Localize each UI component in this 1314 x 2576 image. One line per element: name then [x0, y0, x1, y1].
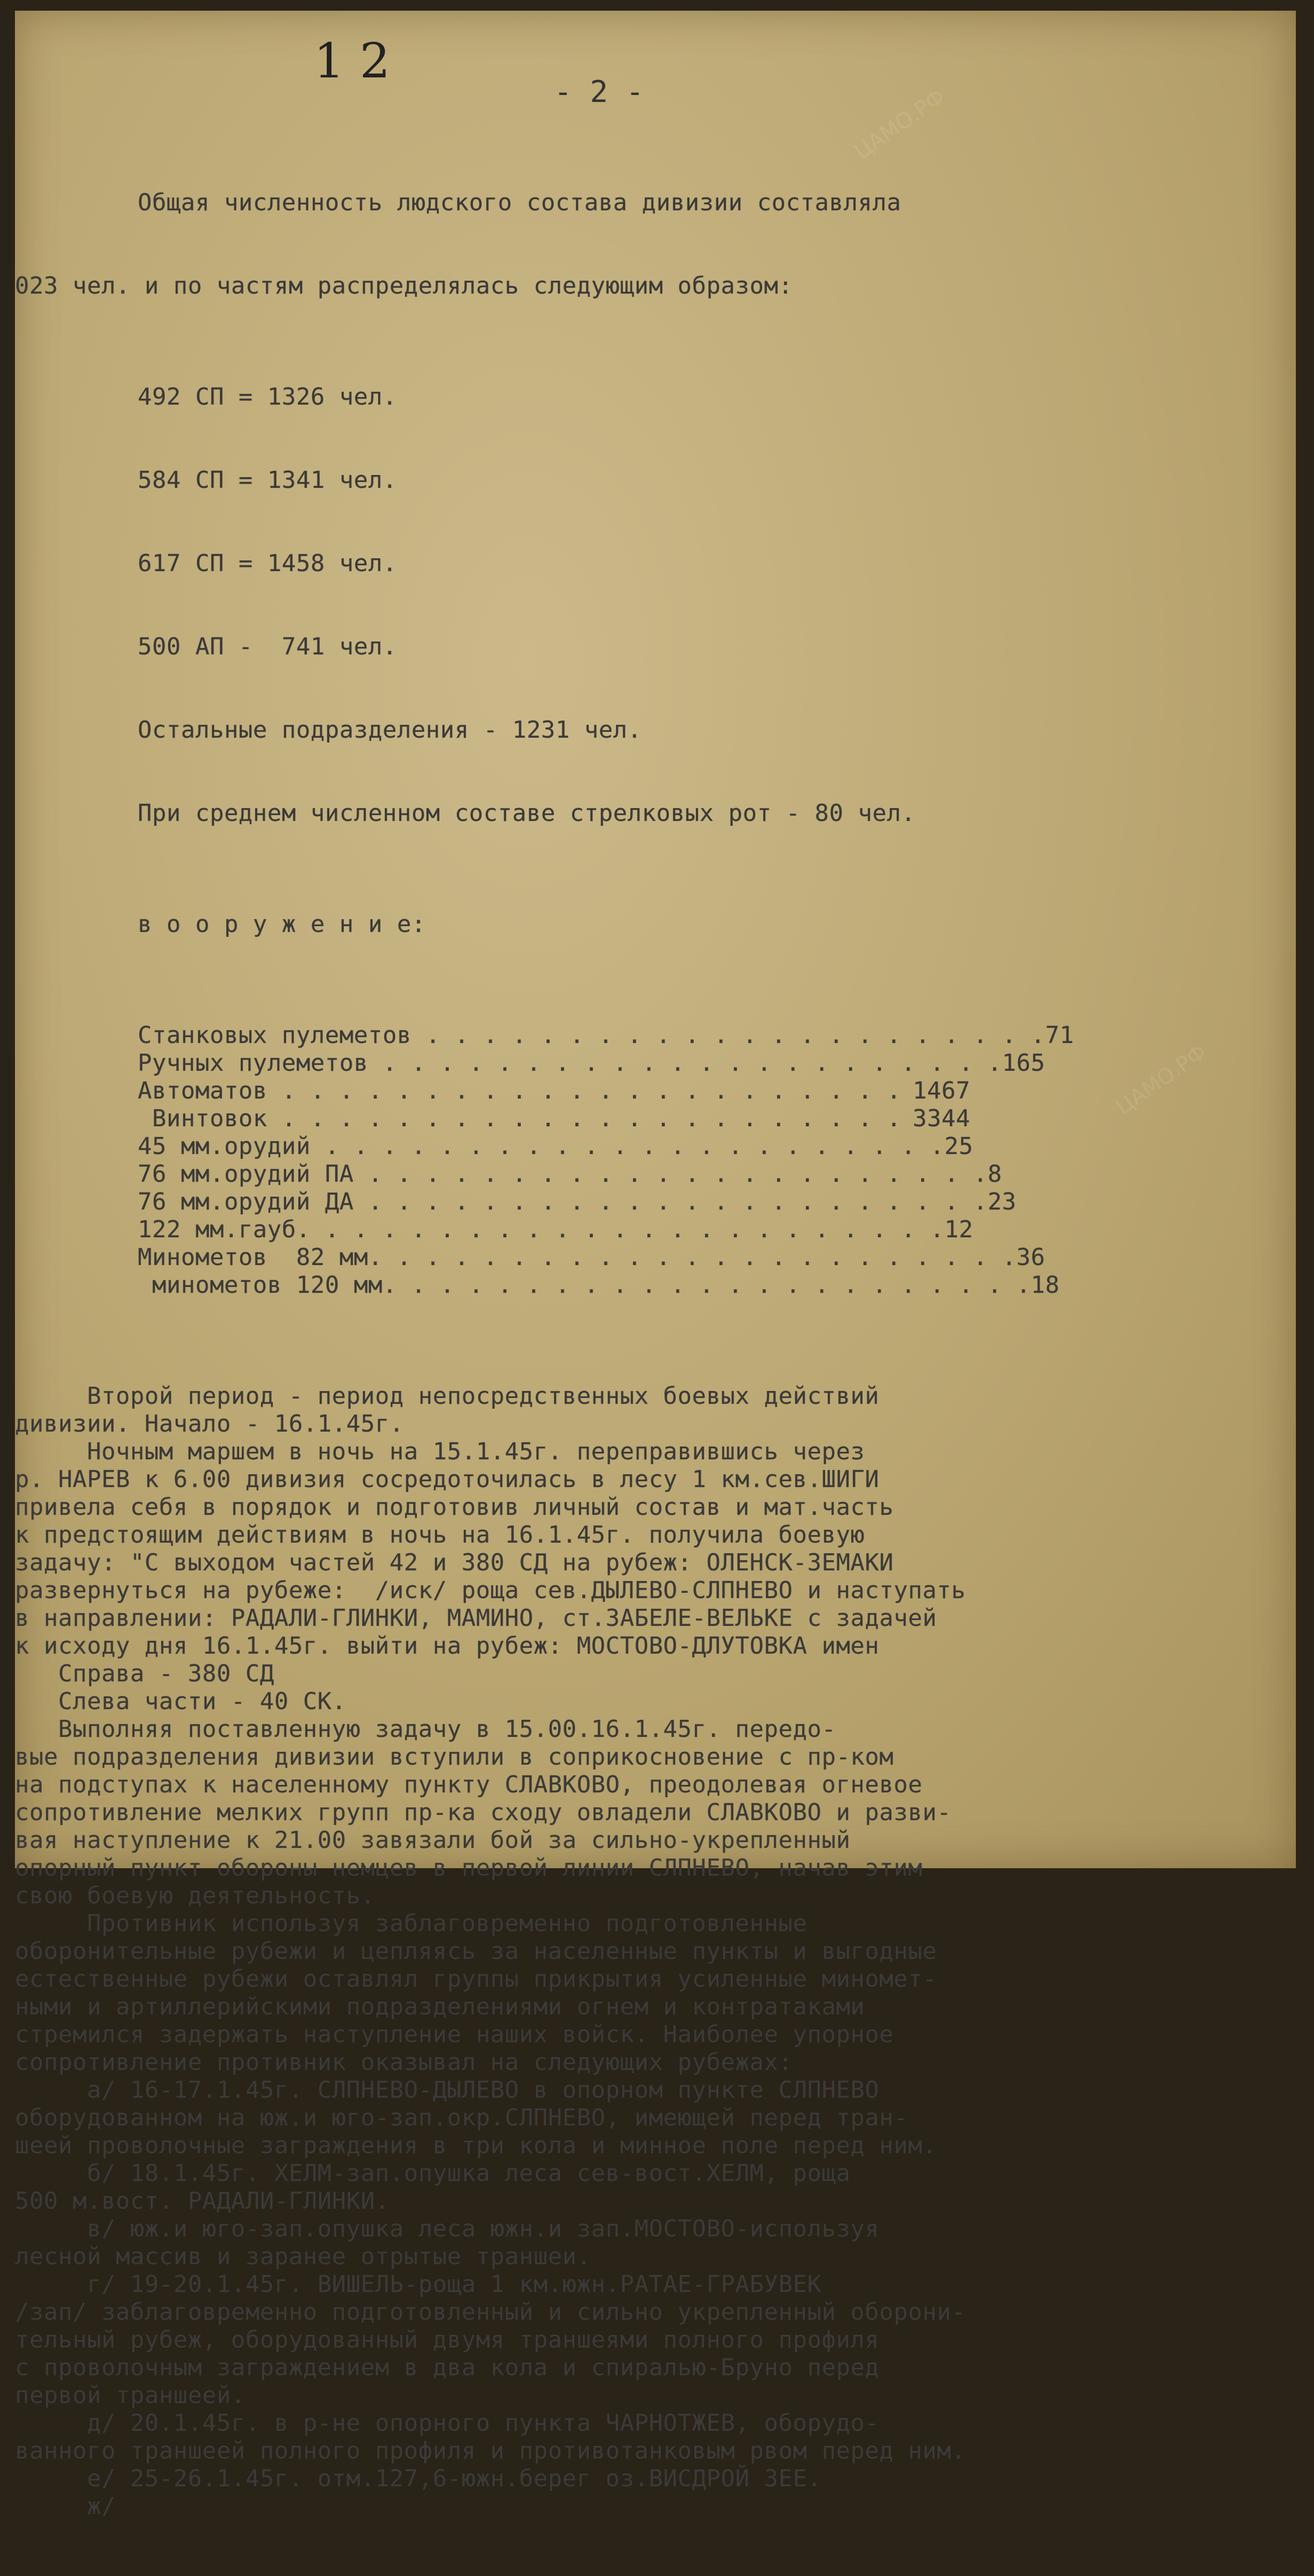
- text-line: а/ 16-17.1.45г. СЛПНЕВО-ДЫЛЕВО в опорном пункте СЛПНЕВО: [15, 2076, 880, 2104]
- text-line: Справа - 380 СД: [15, 1660, 274, 1687]
- text-line: /зап/ заблаговременно подготовленный и сильно укрепленный оборони-: [15, 2298, 966, 2326]
- text-line: ными и артиллерийскими подразделениями огнем и контратаками: [15, 1993, 865, 2020]
- text-line: г/ 19-20.1.45г. ВИШЕЛЬ-роща 1 км.южн.РАТАЕ-ГРАБУВЕК: [15, 2271, 822, 2298]
- armament-label: [138, 1271, 1031, 1299]
- armament-name: Ручных пулеметов: [138, 1049, 368, 1077]
- armament-label: [138, 1105, 901, 1133]
- armament-qty: 12: [944, 1216, 973, 1243]
- armament-row: [138, 1160, 1002, 1188]
- armament-qty: 25: [944, 1133, 973, 1160]
- text-line: дивизии. Начало - 16.1.45г.: [15, 1410, 404, 1437]
- text-line: вые подразделения дивизии вступили в соприкосновение с пр-ком: [15, 1743, 894, 1771]
- leader-dots: . . . . . . . . . . . . . . . . . . . . . .: [267, 1105, 901, 1132]
- armament-row: [138, 1022, 1074, 1049]
- text-line: к предстоящим действиям в ночь на 16.1.45г. получила боевую: [15, 1521, 865, 1548]
- text-line: на подступах к населенному пункту СЛАВКОВО, преодолевая огневое: [15, 1771, 923, 1798]
- armament-name: минометов 120 мм.: [138, 1271, 397, 1299]
- armament-label: [138, 1049, 1002, 1077]
- text-line: 500 м.вост. РАДАЛИ-ГЛИНКИ.: [15, 2187, 390, 2215]
- text-line: р. НАРЕВ к 6.00 дивизия сосредоточилась в лесу 1 км.сев.ШИГИ: [15, 1466, 880, 1493]
- text-line: к исходу дня 16.1.45г. выйти на рубеж: МОСТОВО-ДЛУТОВКА имен: [15, 1632, 880, 1660]
- armament-name: Станковых пулеметов: [138, 1022, 411, 1049]
- text-line: вая наступление к 21.00 завязали бой за сильно-укрепленный: [15, 1827, 851, 1854]
- armament-name: Минометов 82 мм.: [138, 1244, 383, 1271]
- armament-qty: 3344: [913, 1105, 970, 1132]
- armament-row: [138, 1216, 973, 1244]
- armament-label: [138, 1216, 944, 1244]
- text-line: 023 чел. и по частям распределялась следующим образом:: [15, 272, 793, 299]
- armament-label: [138, 1022, 1045, 1049]
- text-line: Выполняя поставленную задачу в 15.00.16.1.45г. передо-: [15, 1716, 836, 1743]
- leader-dots: . . . . . . . . . . . . . . . . . . . . . .: [353, 1188, 988, 1215]
- text-line: в направлении: РАДАЛИ-ГЛИНКИ, МАМИНО, ст.ЗАБЕЛЕ-ВЕЛЬКЕ с задачей: [15, 1605, 937, 1632]
- armament-row: [138, 1188, 1017, 1216]
- armament-qty: 36: [1016, 1244, 1046, 1271]
- leader-dots: . . . . . . . . . . . . . . . . . . . . . .: [310, 1133, 945, 1160]
- leader-dots: . . . . . . . . . . . . . . . . . . . . . .: [353, 1160, 988, 1188]
- text-line: с проволочным заграждением в два кола и спиралью-Бруно перед: [15, 2354, 880, 2381]
- armament-label: [138, 1244, 1016, 1271]
- text-line: Ночным маршем в ночь на 15.1.45г. переправившись через: [15, 1438, 865, 1465]
- armament-name: Винтовок: [138, 1105, 267, 1132]
- text-line: ванного траншеей полного профиля и противотанковым рвом перед ним.: [15, 2437, 966, 2464]
- armament-label: [138, 1077, 901, 1105]
- watermark: ЦАМО.РФ: [1111, 1040, 1212, 1120]
- text-line: тельный рубеж, оборудованный двумя траншеями полного профиля: [15, 2326, 880, 2353]
- text-line: Противник используя заблаговременно подготовленные: [15, 1910, 808, 1937]
- text-line: в/ юж.и юго-зап.опушка леса южн.и зап.МОСТОВО-используя: [15, 2215, 880, 2242]
- text-line: лесной массив и заранее отрытые траншеи.: [15, 2243, 591, 2270]
- armament-list: [138, 1022, 1269, 1299]
- leader-dots: . . . . . . . . . . . . . . . . . . . . . .: [411, 1022, 1046, 1049]
- armament-name: 45 мм.орудий: [138, 1133, 311, 1160]
- text-line: естественные рубежи оставлял группы прикрытия усиленные миномет-: [15, 1965, 937, 1993]
- text-line: шеей проволочные заграждения в три кола и минное поле перед ним.: [15, 2132, 937, 2159]
- text-line: привела себя в порядок и подготовив личный состав и мат.часть: [15, 1494, 894, 1521]
- text-line: Общая численность людского состава дивизии составляла: [138, 189, 901, 216]
- text-line: б/ 18.1.45г. ХЕЛМ-зап.опушка леса сев-вост.ХЕЛМ, роща: [15, 2160, 851, 2187]
- armament-qty: 8: [987, 1160, 1002, 1188]
- text-line: задачу: "С выходом частей 42 и 380 СД на рубеж: ОЛЕНСК-ЗЕМАКИ: [15, 1549, 894, 1576]
- unit-line: 617 СП = 1458 чел.: [138, 550, 397, 577]
- text-line: первой траншеей.: [15, 2382, 246, 2409]
- body-text: [15, 1382, 1269, 2520]
- text-line: оборонительные рубежи и цепляясь за населенные пункты и выгодные: [15, 1938, 937, 1965]
- text-line: развернуться на рубеже: /иск/ роща сев.ДЫЛЕВО-СЛПНЕВО и наступать: [15, 1577, 966, 1604]
- leader-dots: . . . . . . . . . . . . . . . . . . . . . .: [382, 1244, 1017, 1271]
- text-line: Второй период - период непосредственных боевых действий: [15, 1382, 880, 1410]
- page-number: - 2 -: [554, 75, 644, 109]
- armament-qty: 18: [1031, 1271, 1060, 1299]
- armament-qty: 23: [987, 1188, 1017, 1215]
- leader-dots: . . . . . . . . . . . . . . . . . . . . . .: [368, 1049, 1002, 1077]
- armament-label: [138, 1188, 987, 1216]
- text-line: ж/: [15, 2493, 116, 2520]
- text-line: д/ 20.1.45г. в р-не опорного пункта ЧАРНОТЖЕВ, оборудо-: [15, 2409, 880, 2437]
- text-line: сопротивление противник оказывал на следующих рубежах:: [15, 2049, 793, 2076]
- document-text: [15, 133, 1269, 2576]
- armament-qty: 71: [1045, 1022, 1074, 1049]
- text-line: Слева части - 40 СК.: [15, 1688, 346, 1715]
- armament-row: [138, 1244, 1046, 1271]
- text-line: е/ 25-26.1.45г. отм.127,6-южн.берег оз.ВИСДРОЙ ЗЕЕ.: [15, 2465, 822, 2492]
- text-line: опорный пункт обороны немцев в первой линии СЛПНЕВО, начав этим: [15, 1854, 923, 1882]
- unit-line: 584 СП = 1341 чел.: [138, 467, 397, 494]
- armament-name: 76 мм.орудий ДА: [138, 1188, 354, 1215]
- armament-row: [138, 1271, 1060, 1299]
- armament-qty: 1467: [913, 1077, 970, 1104]
- unit-line: 500 АП - 741 чел.: [138, 633, 397, 660]
- armament-name: 122 мм.гауб.: [138, 1216, 311, 1243]
- text-line: стремился задержать наступление наших войск. Наиболее упорное: [15, 2021, 894, 2048]
- text-line: сопротивление мелких групп пр-ка сходу овладели СЛАВКОВО и разви-: [15, 1799, 952, 1826]
- handwritten-marks: 1 2: [314, 33, 391, 89]
- text-line: свою боевую деятельность.: [15, 1882, 375, 1909]
- unit-line: Остальные подразделения - 1231 чел.: [138, 716, 642, 744]
- text-line: оборудованном на юж.и юго-зап.окр.СЛПНЕВО, имеющей перед тран-: [15, 2104, 908, 2131]
- watermark: ЦАМО.РФ: [850, 84, 950, 164]
- armament-qty: 165: [1002, 1049, 1046, 1077]
- armament-name: Автоматов: [138, 1077, 267, 1104]
- leader-dots: . . . . . . . . . . . . . . . . . . . . . .: [397, 1271, 1031, 1299]
- leader-dots: . . . . . . . . . . . . . . . . . . . . . .: [310, 1216, 945, 1243]
- unit-line: При среднем численном составе стрелковых рот - 80 чел.: [138, 800, 916, 827]
- armament-row: [138, 1049, 1046, 1077]
- document-page: [15, 11, 1296, 2520]
- armament-row: [138, 1077, 970, 1105]
- armament-name: 76 мм.орудий ПА: [138, 1160, 354, 1188]
- armament-row: [138, 1133, 973, 1160]
- unit-line: 492 СП = 1326 чел.: [138, 383, 397, 410]
- leader-dots: . . . . . . . . . . . . . . . . . . . . . .: [267, 1077, 901, 1104]
- armament-label: [138, 1133, 944, 1160]
- armament-label: [138, 1160, 987, 1188]
- armament-row: [138, 1105, 970, 1133]
- armament-heading: в о о р у ж е н и е:: [138, 911, 426, 938]
